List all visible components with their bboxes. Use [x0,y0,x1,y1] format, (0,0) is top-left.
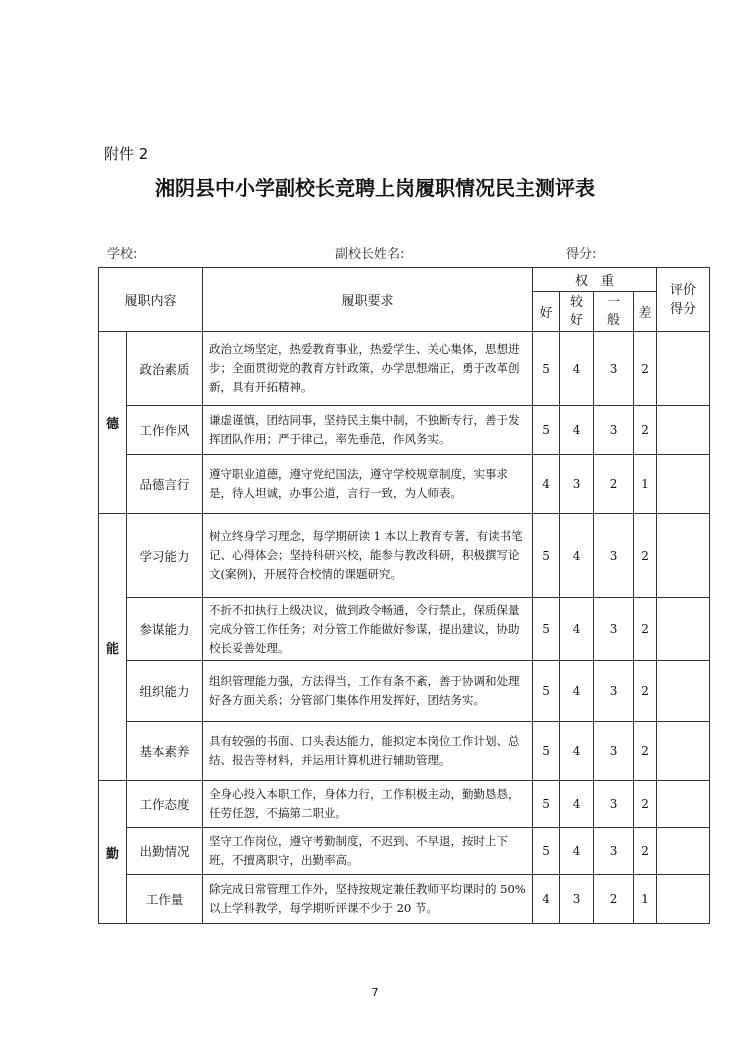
table-row [99,661,710,722]
item-requirement: 政治立场坚定，热爱教育事业，热爱学生、关心集体，思想进步；全面贯彻党的教育方针政策，办学思想端正，勇于改革创新，具有开拓精神。 [203,332,533,406]
table-row [99,332,710,406]
weight-cell: 2 [634,514,657,598]
weight-cell: 5 [533,406,560,455]
weight-cell: 3 [594,332,634,406]
weight-cell: 2 [634,598,657,661]
weight-cell: 4 [560,598,594,661]
weight-cell: 2 [634,406,657,455]
evaluation-table [98,267,710,924]
weight-cell: 5 [533,661,560,722]
weight-cell: 3 [594,828,634,875]
weight-cell: 3 [560,875,594,924]
item-requirement: 全身心投入本职工作，身体力行，工作积极主动，勤勤恳恳，任劳任怨，不搞第二职业。 [203,781,533,828]
item-name: 学习能力 [127,514,203,598]
weight-cell: 1 [634,455,657,514]
weight-cell: 5 [533,514,560,598]
school-label: 学校: [107,247,138,262]
page-number: 7 [371,986,379,999]
table-row [99,598,710,661]
category-label: 德 [99,332,127,514]
evaluation-score-cell[interactable] [657,661,710,722]
evaluation-score-cell[interactable] [657,781,710,828]
weight-cell: 4 [560,406,594,455]
weight-cell: 3 [560,455,594,514]
weight-cell: 3 [594,598,634,661]
weight-cell: 4 [560,722,594,781]
header-content: 履职内容 [99,268,203,332]
weight-cell: 2 [634,828,657,875]
item-name: 工作作风 [127,406,203,455]
item-requirement: 组织管理能力强，方法得当，工作有条不紊，善于协调和处理好各方面关系；分管部门集体作用发挥好，团结务实。 [203,661,533,722]
weight-cell: 2 [594,875,634,924]
item-name: 组织能力 [127,661,203,722]
table-row [99,406,710,455]
weight-cell: 4 [560,514,594,598]
score-label: 得分: [566,247,597,262]
item-name: 参谋能力 [127,598,203,661]
weight-cell: 4 [560,828,594,875]
weight-cell: 5 [533,722,560,781]
header-good: 好 [533,292,560,332]
header-requirement: 履职要求 [203,268,533,332]
weight-cell: 3 [594,661,634,722]
evaluation-score-cell[interactable] [657,455,710,514]
weight-cell: 3 [594,406,634,455]
item-name: 出勤情况 [127,828,203,875]
table-row [99,722,710,781]
header-average: 一 般 [594,292,634,332]
evaluation-score-cell[interactable] [657,406,710,455]
item-requirement: 树立终身学习理念，每学期研读 1 本以上教育专著，有读书笔记、心得体会；坚持科研兴校，能参与教改科研，积极撰写论文(案例)，开展符合校情的课题研究。 [203,514,533,598]
weight-cell: 2 [634,722,657,781]
item-name: 工作态度 [127,781,203,828]
item-name: 品德言行 [127,455,203,514]
weight-cell: 1 [634,875,657,924]
evaluation-score-cell[interactable] [657,722,710,781]
vice-principal-name-label: 副校长姓名: [335,247,405,262]
table-row [99,514,710,598]
evaluation-score-cell[interactable] [657,598,710,661]
item-requirement: 遵守职业道德，遵守党纪国法，遵守学校规章制度，实事求是，待人坦诚，办事公道，言行一致，为人师表。 [203,455,533,514]
weight-cell: 4 [560,661,594,722]
item-name: 政治素质 [127,332,203,406]
attachment-label: 附件 2 [104,145,149,163]
weight-cell: 3 [594,514,634,598]
weight-cell: 2 [634,661,657,722]
weight-cell: 3 [594,781,634,828]
page-title: 湘阴县中小学副校长竞聘上岗履职情况民主测评表 [155,176,595,200]
item-requirement: 除完成日常管理工作外，坚持按规定兼任教师平均课时的 50%以上学科教学，每学期听评课不少于 20 节。 [203,875,533,924]
weight-cell: 4 [560,781,594,828]
weight-cell: 4 [560,332,594,406]
item-name: 工作量 [127,875,203,924]
evaluation-score-cell[interactable] [657,332,710,406]
evaluation-score-cell[interactable] [657,828,710,875]
header-poor: 差 [634,292,657,332]
evaluation-score-cell[interactable] [657,875,710,924]
header-weight: 权 重 [533,268,657,292]
weight-cell: 2 [594,455,634,514]
item-requirement: 具有较强的书面、口头表达能力，能拟定本岗位工作计划、总结、报告等材料，并运用计算机进行辅助管理。 [203,722,533,781]
item-requirement: 谦虚谨慎，团结同事，坚持民主集中制，不独断专行，善于发挥团队作用；严于律己，率先垂范，作风务实。 [203,406,533,455]
item-requirement: 坚守工作岗位，遵守考勤制度，不迟到、不早退，按时上下班，不擅离职守，出勤率高。 [203,828,533,875]
weight-cell: 3 [594,722,634,781]
header-evaluation: 评价 得分 [657,268,710,332]
table-row [99,455,710,514]
weight-cell: 2 [634,781,657,828]
weight-cell: 4 [533,455,560,514]
header-better: 较 好 [560,292,594,332]
table-row [99,781,710,828]
category-label: 能 [99,514,127,781]
evaluation-score-cell[interactable] [657,514,710,598]
item-requirement: 不折不扣执行上级决议，做到政令畅通，令行禁止，保质保量完成分管工作任务；对分管工作能做好参谋，提出建议，协助校长妥善处理。 [203,598,533,661]
weight-cell: 5 [533,781,560,828]
weight-cell: 4 [533,875,560,924]
table-row [99,828,710,875]
weight-cell: 2 [634,332,657,406]
category-label: 勤 [99,781,127,924]
item-name: 基本素养 [127,722,203,781]
weight-cell: 5 [533,828,560,875]
weight-cell: 5 [533,332,560,406]
table-row [99,875,710,924]
weight-cell: 5 [533,598,560,661]
